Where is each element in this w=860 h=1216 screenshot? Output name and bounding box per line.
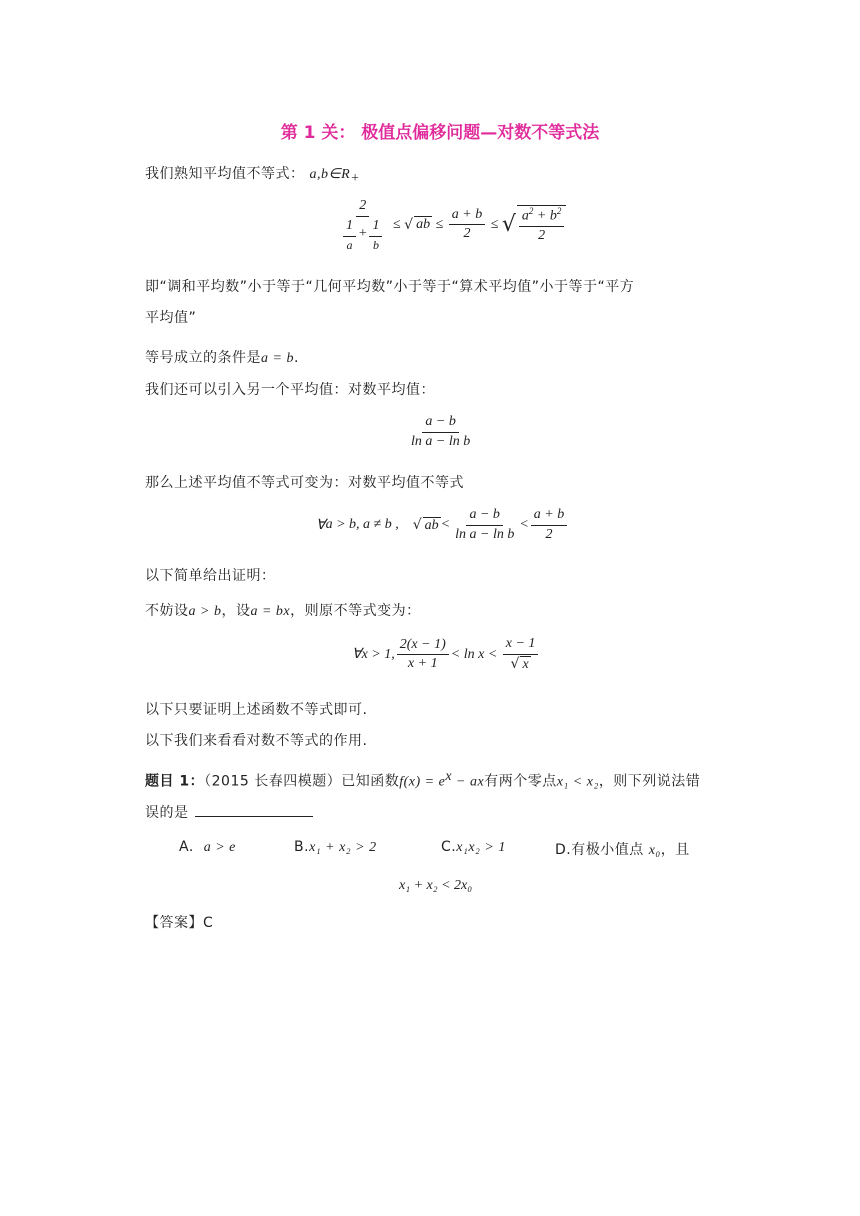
sub-math-1: a > b — [188, 604, 222, 619]
sub-text-b: ，设 — [221, 603, 251, 619]
intro-text: 我们熟知平均值不等式： — [145, 166, 305, 182]
option-d — [555, 839, 690, 859]
question-1-line2 — [145, 802, 313, 822]
sub-text-a: 不妨设 — [145, 603, 189, 619]
option-b-label: B. — [294, 839, 310, 855]
question-prompt: 误的是 — [145, 805, 189, 821]
option-a — [179, 839, 236, 856]
question-label: 题目 1： — [145, 773, 205, 790]
option-c — [441, 839, 506, 856]
option-d-label: D.有极小值点 — [555, 842, 644, 858]
option-a-label: A. — [179, 839, 194, 855]
option-b-math: x₁ + x₂ > 2 — [309, 840, 377, 855]
question-function-tail: − ax — [452, 774, 485, 790]
sub-text-c: ，则原不等式变为： — [290, 603, 421, 619]
paragraph-prove-remark: 以下只要证明上述函数不等式即可. — [145, 702, 368, 718]
paragraph-log-mean-intro: 我们还可以引入另一个平均值：对数平均值： — [145, 382, 435, 398]
equality-text: 等号成立的条件是 — [145, 350, 261, 366]
condition-math-subscript: + — [350, 170, 361, 186]
answer-blank — [195, 804, 313, 817]
geometric-mean: ab — [416, 217, 431, 233]
option-a-math: a > e — [203, 840, 236, 855]
question-source: （2015 长春四模题）已知函数 — [204, 773, 400, 790]
formula-log-mean: $\frac{a - b}{\text{ln a − ln b}}$ — [411, 414, 471, 449]
paragraph-mean-names-line2: 平均值” — [145, 310, 197, 326]
option-c-label: C. — [441, 839, 457, 855]
arithmetic-mean-fraction: $\frac{a + b}{2}$ — [449, 207, 485, 244]
quadratic-mean: $\frac{a^2 + b^2}{2}$ — [517, 205, 566, 245]
condition-math: a,b∈R — [309, 167, 351, 182]
option-d-line2: x₁ + x₂ < 2x₀ — [399, 878, 473, 893]
paragraph-mean-inequality-intro — [145, 163, 360, 187]
question-1-line1 — [145, 769, 700, 791]
equality-period: . — [293, 350, 299, 366]
answer-text: 【答案】C — [145, 915, 214, 931]
paragraph-equality-condition — [145, 347, 299, 367]
question-zeros: x₁ < x₂ — [556, 774, 599, 790]
formula-mean-inequality: 2 $\frac{1}{a}$ + $\frac{1}{b}$ ≤ √ ab ≤ $\frac{a + b}{2}$ ≤ √ $\frac{a^2 + b^2}{2}$ — [336, 198, 566, 252]
question-function: f(x) = e — [399, 774, 446, 790]
question-mid-text: 有两个零点 — [484, 773, 557, 790]
option-d-math: x₀ — [648, 843, 661, 858]
question-function-exponent: x — [445, 769, 453, 784]
page-title: 第 1 关： 极值点偏移问题—对数不等式法 — [280, 123, 600, 143]
harmonic-mean-fraction: 2 $\frac{1}{a}$ + $\frac{1}{b}$ — [338, 198, 387, 252]
option-b — [294, 839, 377, 856]
formula-function-inequality: ∀ x > 1, $\frac{2(x - 1)}{x + 1}$ < ln x < $\frac{x - 1}{√ x}$ — [352, 636, 540, 674]
paragraph-mean-names-line1: 即“调和平均数”小于等于“几何平均数”小于等于“算术平均值”小于等于“平方 — [145, 279, 635, 295]
formula-log-mean-inequality: ∀ a > b, a ≠ b , √ ab < $\frac{a - b}{\text{ln a − ln b}}$ < $\frac{a + b}{2}$ — [316, 507, 569, 544]
question-end-text: ，则下列说法错 — [598, 773, 701, 790]
paragraph-application-intro: 以下我们来看看对数不等式的作用. — [145, 733, 368, 749]
option-d-tail: ，且 — [660, 842, 690, 858]
equality-math: a = b — [261, 351, 294, 366]
paragraph-substitution — [145, 600, 421, 620]
option-c-math: x₁x₂ > 1 — [456, 840, 506, 855]
paragraph-proof-intro: 以下简单给出证明： — [145, 568, 276, 584]
paragraph-log-mean-inequality: 那么上述平均值不等式可变为：对数平均值不等式 — [145, 475, 464, 491]
sub-math-2: a = bx — [250, 604, 291, 619]
